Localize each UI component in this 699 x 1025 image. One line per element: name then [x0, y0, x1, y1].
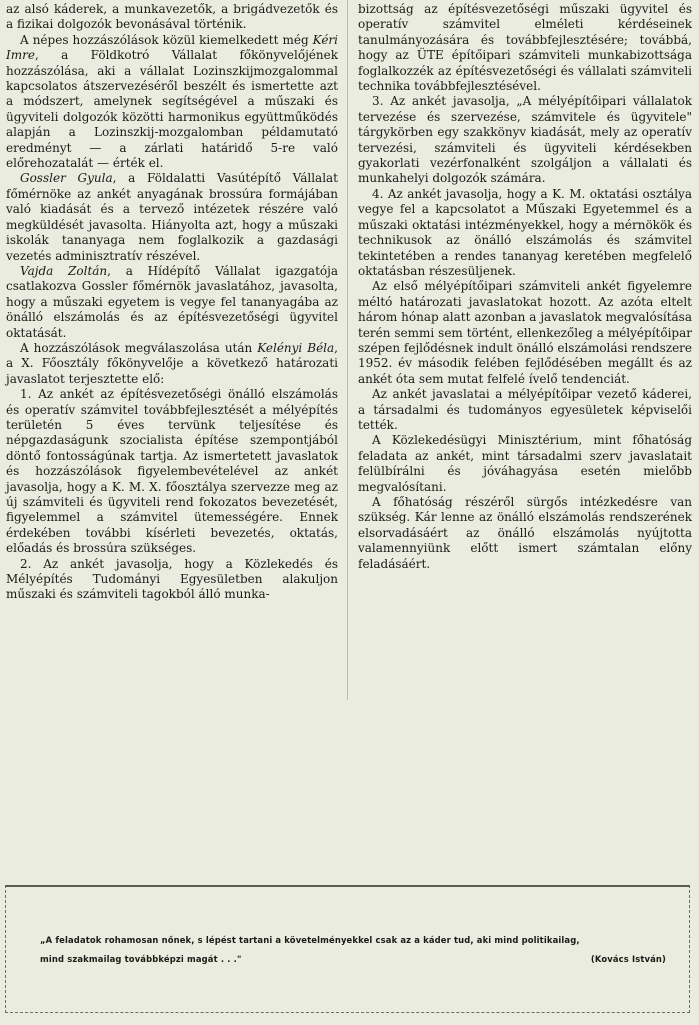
- paragraph: A főhatóság részéről sürgős intézkedésre van szükség. Kár lenne az önálló elszámolás rendszerének elsorvadásáért az önálló elszámolás nyújtotta valamennyiünk előtt ismert számtalan előny feladásáért.: [358, 495, 692, 571]
- paragraph: 2. Az ankét javasolja, hogy a Közlekedés és Mélyépítés Tudományi Egyesületben alakuljon műszaki és számviteli tagokból álló munka-: [6, 556, 338, 602]
- person-name: Gossler Gyula: [20, 171, 113, 186]
- quote-line: mind szakmailag továbbképzi magát . . .": [40, 954, 242, 964]
- quote-text: [40, 931, 666, 969]
- paragraph: A Közlekedésügyi Minisztérium, mint főhatóság feladata az ankét, mint társadalmi szerv javaslatait felülbírálni és jóváhagyása esetén mielőbb megvalósítani.: [358, 433, 692, 494]
- quote-line: „A feladatok rohamosan nőnek, s lépést tartani a követelményekkel csak az a káder tud, aki mind politikailag,: [40, 935, 580, 945]
- paragraph: Az ankét javaslatai a mélyépítőipar vezető káderei, a társadalmi és tudományos egyesületek képviselői tették.: [358, 387, 692, 432]
- paragraph: 1. Az ankét az építésvezetőségi önálló elszámolás és operatív számvitel továbbfejlesztését a mélyépítés területén 5 éves tervünk teljesítése és népgazdaságunk szocialista építése szempontjából döntő fontosságúnak tartja. Az ismertetett javaslatok és hozzászólások figyelembevételével az ankét javasolja, hogy a K. M. X. főosztálya szervezze meg az új számviteli és ügyviteli rend fokozatos bevezetését, figyelemmel a számvitel ütemességére. Ennek érdekében további kísérleti bevezetés, oktatás, előadás és brossúra szükséges.: [6, 387, 338, 556]
- quote-author: (Kovács István): [590, 954, 666, 964]
- paragraph: Gossler Gyula, a Földalatti Vasútépítő Vállalat főmérnöke az ankét anyagának brossúra formájában való kiadását és a tervező intézetek részére való megküldését javasolta. Hiányolta azt, hogy a műszaki iskolák tananyaga nem foglalkozik a gazdasági vezetés adminisztratív részével.: [6, 171, 339, 263]
- paragraph: Az első mélyépítőipari számviteli ankét figyelemre méltó határozati javaslatokat hozott. Az azóta eltelt három hónap alatt azonban a javaslatok megvalósítása terén semmi sem történt, ellenkezőleg a mélyépítőipar szépen fejlődésnek indult önálló elszámolási rendszere 1952. év második felében fejlődésében megállt és az ankét óta sem mutat felfelé ívelő tendenciát.: [358, 279, 693, 386]
- paragraph: Vajda Zoltán, a Hídépítő Vállalat igazgatója csatlakozva Gossler főmérnök javaslatához, javasolta, hogy a műszaki egyetem is vegye fel tananyagába az önálló elszámolás és az építésvezetőségi ügyvitel oktatását.: [6, 263, 338, 340]
- paragraph: A népes hozzászólások közül kiemelkedett még Kéri Imre, a Földkotró Vállalat főkönyvelőjének hozzászólása, aki a vállalat Lozinszkijmozgalommal kapcsolatos átszervezéséről beszélt és ismertette azt a módszert, amelynek segítségével a műszaki és ügyviteli dolgozók közötti harmonikus együttműködés alapján a Lozinszkij-mozgalomban példamutató eredményt — a zárlati határidő 5-re való előrehozatalát — érték el.: [6, 32, 338, 171]
- left-text-column: [6, 2, 338, 603]
- quote-box: [5, 885, 690, 1013]
- person-name: Kelényi Béla: [257, 340, 335, 355]
- person-name: Vajda Zoltán: [20, 263, 108, 278]
- paragraph: bizottság az építésvezetőségi műszaki ügyvitel és operatív számvitel elméleti kérdéseinek tanulmányozására és továbbfejlesztésére; továbbá, hogy az ÜTE építőipari számviteli munkabizottsága foglalkozzék az építésvezetőségi és vállalati számviteli technika továbbfejlesztésével.: [358, 2, 692, 94]
- right-text-column: [358, 2, 692, 572]
- column-divider: [347, 0, 348, 700]
- paragraph: 4. Az ankét javasolja, hogy a K. M. oktatási osztálya vegye fel a kapcsolatot a Műszaki Egyetemmel és a műszaki oktatási intézményekkel, hogy a mérnökök és technikusok az önálló elszámolás és számvitel tekintetében a rendes tananyag keretében megfelelő oktatásban részesüljenek.: [358, 186, 692, 278]
- paragraph: A hozzászólások megválaszolása után Kelényi Béla, a X. Főosztály főkönyvelője a következő határozati javaslatot terjesztette elő:: [6, 340, 338, 386]
- paragraph: az alsó káderek, a munkavezetők, a brigádvezetők és a fizikai dolgozók bevonásával történik.: [6, 2, 338, 32]
- person-name: Kéri Imre: [6, 32, 338, 63]
- paragraph: 3. Az ankét javasolja, „A mélyépítőipari vállalatok tervezése és szervezése, számvitele és ügyvitele" tárgykörben egy szakkönyv kiadását, mely az operatív tervezési, számviteli és ügyviteli kérdésekben gyakorlati vezérfonalként szolgáljon a vállalati és munkahelyi dolgozók számára.: [358, 94, 692, 186]
